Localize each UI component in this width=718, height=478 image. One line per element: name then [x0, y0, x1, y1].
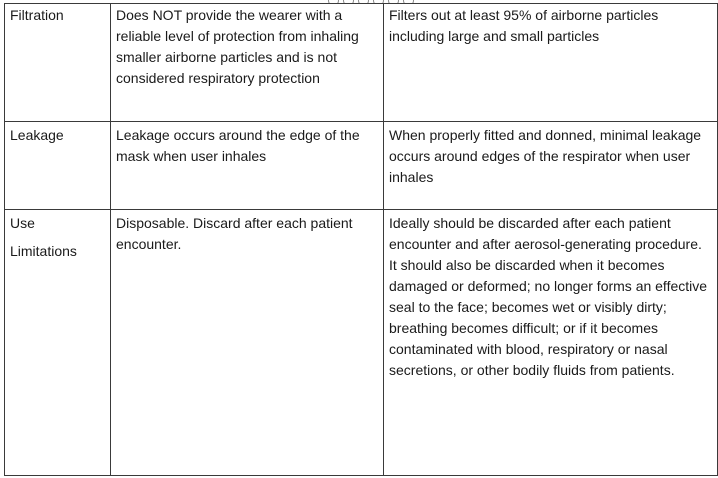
- table-row-leakage: [5, 122, 718, 210]
- row-label-cell: [5, 122, 111, 210]
- row-label-cell: [5, 4, 111, 122]
- respirator-cell: Filters out at least 95% of airborne particles including large and small particles: [384, 4, 718, 122]
- row-label-cell: [5, 210, 111, 476]
- table-row-use-limitations: [5, 210, 718, 476]
- surgical-mask-cell: Leakage occurs around the edge of the mask when user inhales: [111, 122, 384, 210]
- row-label-line-2: Limitations: [10, 243, 77, 259]
- table-row-filtration: [5, 4, 718, 122]
- respirator-cell: When properly fitted and donned, minimal leakage occurs around edges of the respirator when user inhales: [384, 122, 718, 210]
- surgical-mask-cell: Does NOT provide the wearer with a reliable level of protection from inhaling smaller airborne particles and is not considered respiratory protection: [111, 4, 384, 122]
- comparison-table: [4, 3, 718, 476]
- row-label-line-1: Use: [10, 215, 35, 231]
- row-label: Leakage: [10, 127, 64, 143]
- row-label: Filtration: [10, 7, 64, 23]
- surgical-mask-cell: Disposable. Discard after each patient encounter.: [111, 210, 384, 476]
- respirator-cell: Ideally should be discarded after each patient encounter and after aerosol-generating procedure. It should also be discarded when it becomes damaged or deformed; no longer forms an effective seal to the face; becomes wet or visibly dirty; breathing becomes difficult; or if it becomes contaminated with blood, respiratory or nasal secretions, or other bodily fluids from patients.: [384, 210, 718, 476]
